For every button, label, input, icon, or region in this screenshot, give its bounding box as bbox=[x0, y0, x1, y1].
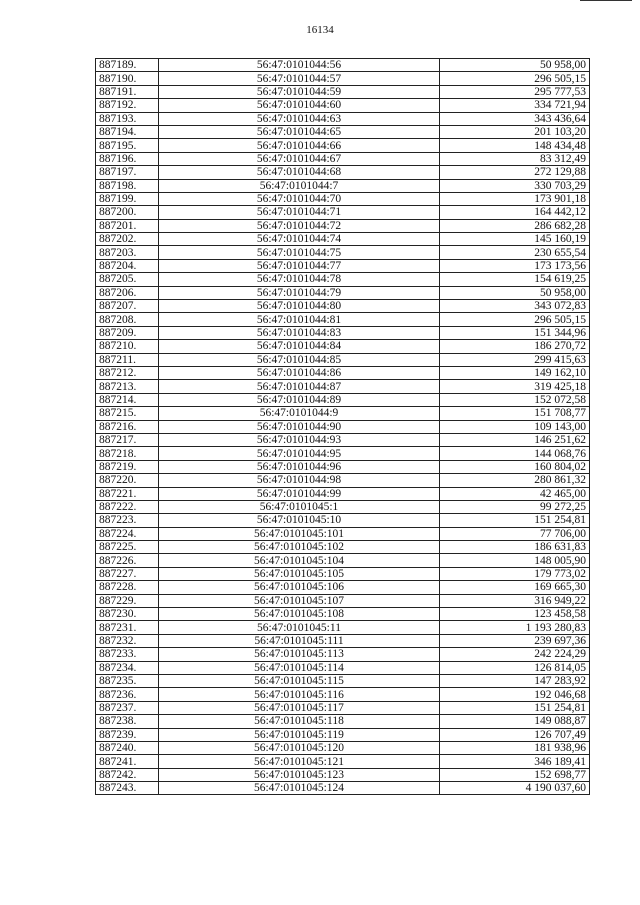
row-number-cell: 887234. bbox=[96, 661, 159, 674]
row-number-cell: 887223. bbox=[96, 514, 159, 527]
table-row bbox=[96, 99, 590, 112]
cadastral-number-cell: 56:47:0101044:67 bbox=[159, 152, 440, 165]
table-row bbox=[96, 340, 590, 353]
table-row bbox=[96, 715, 590, 728]
cadastral-number-cell: 56:47:0101044:80 bbox=[159, 300, 440, 313]
cadastral-number-cell: 56:47:0101044:74 bbox=[159, 233, 440, 246]
row-number-cell: 887215. bbox=[96, 407, 159, 420]
table-row bbox=[96, 179, 590, 192]
table-row bbox=[96, 366, 590, 379]
table-row bbox=[96, 782, 590, 795]
table-row bbox=[96, 246, 590, 259]
table-row bbox=[96, 728, 590, 741]
row-number-cell: 887241. bbox=[96, 755, 159, 768]
cadastral-number-cell: 56:47:0101045:121 bbox=[159, 755, 440, 768]
cadastral-value-cell: 239 697,36 bbox=[440, 634, 590, 647]
cadastral-value-cell: 173 173,56 bbox=[440, 259, 590, 272]
cadastral-value-cell: 149 162,10 bbox=[440, 366, 590, 379]
row-number-cell: 887239. bbox=[96, 728, 159, 741]
cadastral-number-cell: 56:47:0101044:56 bbox=[159, 59, 440, 72]
row-number-cell: 887232. bbox=[96, 634, 159, 647]
cadastral-number-cell: 56:47:0101045:11 bbox=[159, 621, 440, 634]
cadastral-value-cell: 346 189,41 bbox=[440, 755, 590, 768]
cadastral-number-cell: 56:47:0101044:77 bbox=[159, 259, 440, 272]
cadastral-number-cell: 56:47:0101045:108 bbox=[159, 608, 440, 621]
table-row bbox=[96, 621, 590, 634]
cadastral-value-cell: 334 721,94 bbox=[440, 99, 590, 112]
cadastral-number-cell: 56:47:0101044:7 bbox=[159, 179, 440, 192]
cadastral-number-cell: 56:47:0101045:105 bbox=[159, 567, 440, 580]
row-number-cell: 887195. bbox=[96, 139, 159, 152]
cadastral-value-cell: 186 631,83 bbox=[440, 541, 590, 554]
table-row bbox=[96, 139, 590, 152]
row-number-cell: 887191. bbox=[96, 85, 159, 98]
cadastral-value-cell: 181 938,96 bbox=[440, 741, 590, 754]
cadastral-value-table bbox=[95, 58, 590, 795]
table-row bbox=[96, 353, 590, 366]
row-number-cell: 887236. bbox=[96, 688, 159, 701]
table-row bbox=[96, 554, 590, 567]
cadastral-number-cell: 56:47:0101045:118 bbox=[159, 715, 440, 728]
table-row bbox=[96, 152, 590, 165]
row-number-cell: 887207. bbox=[96, 300, 159, 313]
cadastral-value-cell: 1 193 280,83 bbox=[440, 621, 590, 634]
table-row bbox=[96, 166, 590, 179]
table-row bbox=[96, 286, 590, 299]
cadastral-number-cell: 56:47:0101045:124 bbox=[159, 782, 440, 795]
table-row bbox=[96, 233, 590, 246]
cadastral-value-cell: 316 949,22 bbox=[440, 594, 590, 607]
table-row bbox=[96, 326, 590, 339]
cadastral-number-cell: 56:47:0101045:113 bbox=[159, 648, 440, 661]
table-row bbox=[96, 648, 590, 661]
cadastral-value-cell: 109 143,00 bbox=[440, 420, 590, 433]
cadastral-number-cell: 56:47:0101045:115 bbox=[159, 674, 440, 687]
cadastral-value-cell: 151 708,77 bbox=[440, 407, 590, 420]
cadastral-number-cell: 56:47:0101044:65 bbox=[159, 125, 440, 138]
cadastral-value-cell: 280 861,32 bbox=[440, 474, 590, 487]
cadastral-value-cell: 192 046,68 bbox=[440, 688, 590, 701]
cadastral-number-cell: 56:47:0101045:123 bbox=[159, 768, 440, 781]
cadastral-number-cell: 56:47:0101044:95 bbox=[159, 447, 440, 460]
table-row bbox=[96, 300, 590, 313]
table-row bbox=[96, 85, 590, 98]
cadastral-value-cell: 151 254,81 bbox=[440, 701, 590, 714]
cadastral-number-cell: 56:47:0101044:57 bbox=[159, 72, 440, 85]
row-number-cell: 887240. bbox=[96, 741, 159, 754]
cadastral-value-cell: 154 619,25 bbox=[440, 273, 590, 286]
table-row bbox=[96, 125, 590, 138]
cadastral-value-cell: 4 190 037,60 bbox=[440, 782, 590, 795]
cadastral-value-cell: 179 773,02 bbox=[440, 567, 590, 580]
cadastral-number-cell: 56:47:0101044:68 bbox=[159, 166, 440, 179]
row-number-cell: 887231. bbox=[96, 621, 159, 634]
cadastral-number-cell: 56:47:0101045:111 bbox=[159, 634, 440, 647]
cadastral-value-cell: 169 665,30 bbox=[440, 581, 590, 594]
cadastral-number-cell: 56:47:0101044:98 bbox=[159, 474, 440, 487]
cadastral-value-cell: 50 958,00 bbox=[440, 59, 590, 72]
row-number-cell: 887224. bbox=[96, 527, 159, 540]
row-number-cell: 887216. bbox=[96, 420, 159, 433]
row-number-cell: 887189. bbox=[96, 59, 159, 72]
table-row bbox=[96, 206, 590, 219]
row-number-cell: 887205. bbox=[96, 273, 159, 286]
table-row bbox=[96, 581, 590, 594]
cadastral-value-cell: 126 707,49 bbox=[440, 728, 590, 741]
table-row bbox=[96, 634, 590, 647]
table-row bbox=[96, 447, 590, 460]
table-row bbox=[96, 474, 590, 487]
table-row bbox=[96, 420, 590, 433]
row-number-cell: 887237. bbox=[96, 701, 159, 714]
cadastral-number-cell: 56:47:0101045:106 bbox=[159, 581, 440, 594]
cadastral-number-cell: 56:47:0101044:84 bbox=[159, 340, 440, 353]
table-row bbox=[96, 219, 590, 232]
row-number-cell: 887222. bbox=[96, 500, 159, 513]
table-row bbox=[96, 661, 590, 674]
table-row bbox=[96, 567, 590, 580]
row-number-cell: 887208. bbox=[96, 313, 159, 326]
cadastral-value-cell: 148 005,90 bbox=[440, 554, 590, 567]
cadastral-number-cell: 56:47:0101044:60 bbox=[159, 99, 440, 112]
table-row bbox=[96, 59, 590, 72]
row-number-cell: 887235. bbox=[96, 674, 159, 687]
cadastral-value-cell: 123 458,58 bbox=[440, 608, 590, 621]
row-number-cell: 887233. bbox=[96, 648, 159, 661]
table-row bbox=[96, 701, 590, 714]
cadastral-number-cell: 56:47:0101045:102 bbox=[159, 541, 440, 554]
cadastral-number-cell: 56:47:0101044:78 bbox=[159, 273, 440, 286]
cadastral-value-cell: 272 129,88 bbox=[440, 166, 590, 179]
cadastral-value-cell: 152 072,58 bbox=[440, 393, 590, 406]
table-row bbox=[96, 514, 590, 527]
table-row bbox=[96, 460, 590, 473]
cadastral-number-cell: 56:47:0101044:87 bbox=[159, 380, 440, 393]
row-number-cell: 887225. bbox=[96, 541, 159, 554]
row-number-cell: 887210. bbox=[96, 340, 159, 353]
cadastral-number-cell: 56:47:0101044:81 bbox=[159, 313, 440, 326]
cadastral-number-cell: 56:47:0101045:101 bbox=[159, 527, 440, 540]
row-number-cell: 887228. bbox=[96, 581, 159, 594]
cadastral-value-cell: 147 283,92 bbox=[440, 674, 590, 687]
table-row bbox=[96, 393, 590, 406]
cadastral-value-cell: 144 068,76 bbox=[440, 447, 590, 460]
cadastral-value-cell: 343 072,83 bbox=[440, 300, 590, 313]
row-number-cell: 887192. bbox=[96, 99, 159, 112]
table-row bbox=[96, 688, 590, 701]
row-number-cell: 887204. bbox=[96, 259, 159, 272]
cadastral-number-cell: 56:47:0101044:79 bbox=[159, 286, 440, 299]
cadastral-value-cell: 99 272,25 bbox=[440, 500, 590, 513]
cadastral-value-cell: 296 505,15 bbox=[440, 72, 590, 85]
row-number-cell: 887190. bbox=[96, 72, 159, 85]
cadastral-number-cell: 56:47:0101044:63 bbox=[159, 112, 440, 125]
table-row bbox=[96, 541, 590, 554]
table-row bbox=[96, 487, 590, 500]
table-row bbox=[96, 380, 590, 393]
cadastral-value-cell: 152 698,77 bbox=[440, 768, 590, 781]
table-row bbox=[96, 741, 590, 754]
cadastral-number-cell: 56:47:0101044:96 bbox=[159, 460, 440, 473]
table-row bbox=[96, 433, 590, 446]
cadastral-number-cell: 56:47:0101044:70 bbox=[159, 192, 440, 205]
cadastral-value-cell: 164 442,12 bbox=[440, 206, 590, 219]
cadastral-value-cell: 50 958,00 bbox=[440, 286, 590, 299]
table-row bbox=[96, 112, 590, 125]
table-row bbox=[96, 500, 590, 513]
cadastral-number-cell: 56:47:0101044:99 bbox=[159, 487, 440, 500]
row-number-cell: 887220. bbox=[96, 474, 159, 487]
cadastral-value-cell: 126 814,05 bbox=[440, 661, 590, 674]
cadastral-number-cell: 56:47:0101045:114 bbox=[159, 661, 440, 674]
cadastral-value-cell: 151 254,81 bbox=[440, 514, 590, 527]
table-row bbox=[96, 768, 590, 781]
cadastral-number-cell: 56:47:0101045:119 bbox=[159, 728, 440, 741]
cadastral-number-cell: 56:47:0101045:10 bbox=[159, 514, 440, 527]
row-number-cell: 887227. bbox=[96, 567, 159, 580]
corner-rule bbox=[580, 0, 632, 1]
table-body bbox=[96, 59, 590, 795]
row-number-cell: 887243. bbox=[96, 782, 159, 795]
row-number-cell: 887193. bbox=[96, 112, 159, 125]
cadastral-value-cell: 330 703,29 bbox=[440, 179, 590, 192]
table-row bbox=[96, 313, 590, 326]
row-number-cell: 887219. bbox=[96, 460, 159, 473]
table-row bbox=[96, 594, 590, 607]
row-number-cell: 887214. bbox=[96, 393, 159, 406]
row-number-cell: 887221. bbox=[96, 487, 159, 500]
cadastral-number-cell: 56:47:0101045:104 bbox=[159, 554, 440, 567]
row-number-cell: 887194. bbox=[96, 125, 159, 138]
row-number-cell: 887218. bbox=[96, 447, 159, 460]
row-number-cell: 887206. bbox=[96, 286, 159, 299]
table-row bbox=[96, 192, 590, 205]
cadastral-number-cell: 56:47:0101044:83 bbox=[159, 326, 440, 339]
cadastral-number-cell: 56:47:0101044:85 bbox=[159, 353, 440, 366]
cadastral-value-cell: 151 344,96 bbox=[440, 326, 590, 339]
cadastral-number-cell: 56:47:0101045:116 bbox=[159, 688, 440, 701]
cadastral-value-cell: 201 103,20 bbox=[440, 125, 590, 138]
row-number-cell: 887230. bbox=[96, 608, 159, 621]
table-row bbox=[96, 608, 590, 621]
cadastral-number-cell: 56:47:0101044:66 bbox=[159, 139, 440, 152]
row-number-cell: 887199. bbox=[96, 192, 159, 205]
cadastral-value-cell: 286 682,28 bbox=[440, 219, 590, 232]
cadastral-value-cell: 343 436,64 bbox=[440, 112, 590, 125]
cadastral-value-cell: 160 804,02 bbox=[440, 460, 590, 473]
cadastral-value-cell: 230 655,54 bbox=[440, 246, 590, 259]
row-number-cell: 887196. bbox=[96, 152, 159, 165]
cadastral-value-cell: 186 270,72 bbox=[440, 340, 590, 353]
cadastral-value-cell: 145 160,19 bbox=[440, 233, 590, 246]
table-row bbox=[96, 273, 590, 286]
table-row bbox=[96, 755, 590, 768]
cadastral-value-cell: 319 425,18 bbox=[440, 380, 590, 393]
cadastral-value-cell: 299 415,63 bbox=[440, 353, 590, 366]
cadastral-number-cell: 56:47:0101044:90 bbox=[159, 420, 440, 433]
cadastral-value-cell: 296 505,15 bbox=[440, 313, 590, 326]
cadastral-number-cell: 56:47:0101045:117 bbox=[159, 701, 440, 714]
table-row bbox=[96, 674, 590, 687]
row-number-cell: 887217. bbox=[96, 433, 159, 446]
cadastral-number-cell: 56:47:0101044:89 bbox=[159, 393, 440, 406]
table-row bbox=[96, 527, 590, 540]
cadastral-number-cell: 56:47:0101044:72 bbox=[159, 219, 440, 232]
row-number-cell: 887213. bbox=[96, 380, 159, 393]
cadastral-number-cell: 56:47:0101045:107 bbox=[159, 594, 440, 607]
row-number-cell: 887229. bbox=[96, 594, 159, 607]
cadastral-value-cell: 295 777,53 bbox=[440, 85, 590, 98]
table-row bbox=[96, 259, 590, 272]
cadastral-number-cell: 56:47:0101044:9 bbox=[159, 407, 440, 420]
row-number-cell: 887200. bbox=[96, 206, 159, 219]
row-number-cell: 887201. bbox=[96, 219, 159, 232]
row-number-cell: 887209. bbox=[96, 326, 159, 339]
cadastral-value-cell: 173 901,18 bbox=[440, 192, 590, 205]
row-number-cell: 887212. bbox=[96, 366, 159, 379]
cadastral-number-cell: 56:47:0101044:86 bbox=[159, 366, 440, 379]
cadastral-value-cell: 149 088,87 bbox=[440, 715, 590, 728]
row-number-cell: 887242. bbox=[96, 768, 159, 781]
row-number-cell: 887202. bbox=[96, 233, 159, 246]
table-row bbox=[96, 72, 590, 85]
cadastral-value-cell: 148 434,48 bbox=[440, 139, 590, 152]
page-number: 16134 bbox=[306, 24, 334, 36]
row-number-cell: 887238. bbox=[96, 715, 159, 728]
row-number-cell: 887198. bbox=[96, 179, 159, 192]
cadastral-number-cell: 56:47:0101045:1 bbox=[159, 500, 440, 513]
row-number-cell: 887211. bbox=[96, 353, 159, 366]
cadastral-value-cell: 83 312,49 bbox=[440, 152, 590, 165]
cadastral-number-cell: 56:47:0101045:120 bbox=[159, 741, 440, 754]
cadastral-value-cell: 146 251,62 bbox=[440, 433, 590, 446]
row-number-cell: 887226. bbox=[96, 554, 159, 567]
row-number-cell: 887203. bbox=[96, 246, 159, 259]
row-number-cell: 887197. bbox=[96, 166, 159, 179]
cadastral-value-cell: 77 706,00 bbox=[440, 527, 590, 540]
cadastral-value-cell: 42 465,00 bbox=[440, 487, 590, 500]
cadastral-number-cell: 56:47:0101044:59 bbox=[159, 85, 440, 98]
cadastral-value-cell: 242 224,29 bbox=[440, 648, 590, 661]
table-row bbox=[96, 407, 590, 420]
cadastral-number-cell: 56:47:0101044:75 bbox=[159, 246, 440, 259]
cadastral-number-cell: 56:47:0101044:71 bbox=[159, 206, 440, 219]
cadastral-number-cell: 56:47:0101044:93 bbox=[159, 433, 440, 446]
